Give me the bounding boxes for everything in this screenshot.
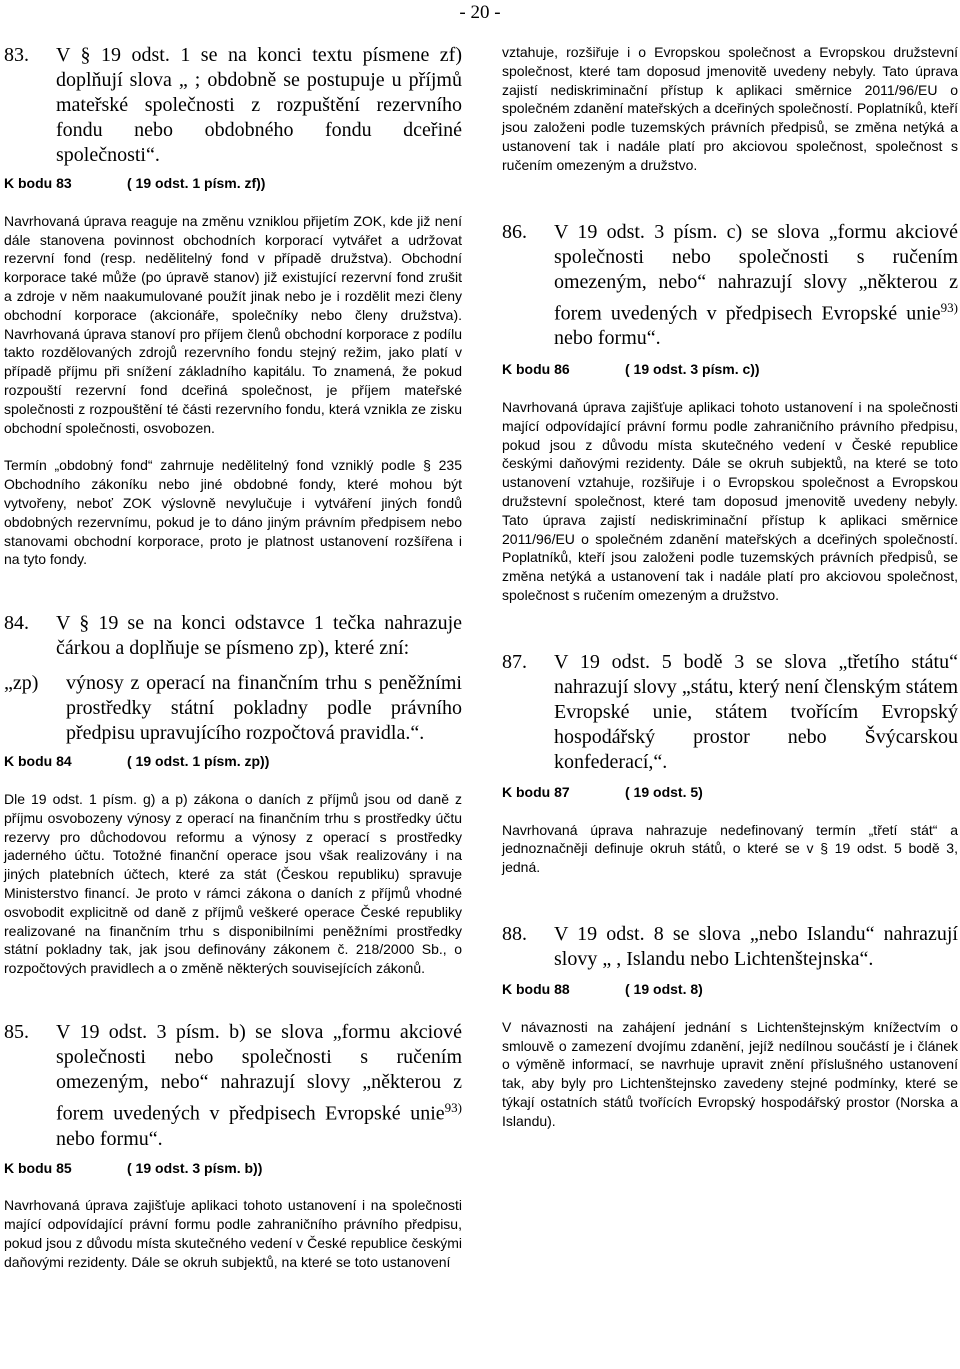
explanation-paragraph: Navrhovaná úprava reaguje na změnu vzniklou přijetím ZOK, kde již není dále stanovena povinnost obchodních korporací vytvářet a udržovat rezervní fond (resp. nedělitelný fond v případě družstva). Obchodní korporace také může (po úpravě stanov) již existující rezervní fond zrušit a zdroje v něm naakumulované použít jinak nebo je i rozdělit mezi členy obchodní korporace (akcionáře, společníky nebo členy družstva). Navrhovaná úprava stanoví pro příjem členů obchodní korporace z podílu takto rozdělovaných zdrojů rezervního fondu stejný režim, jako platí v případě příjmu při snížení základního kapitálu. To znamená, že pokud rozpouští rezervní fond dceřiná společnost, je příjem mateřské společnosti z rozpouštění té části rezervního fondu, která vznikla ze zisku obchodní společnosti, osvobozen. (4, 212, 462, 436)
amendment-number: 84. (4, 612, 29, 635)
amendment-text (56, 1020, 462, 1152)
letter-label: „zp) (4, 672, 39, 695)
amendment-text-main: V 19 odst. 3 písm. c) se slova „formu akciové společnosti nebo společnosti s ručením omezeným, nebo“ nahrazují slovy „některou z forem uvedených v předpisech Evropské unie (554, 220, 958, 325)
amendment-text: V § 19 se na konci odstavce 1 tečka nahrazuje čárkou a doplňuje se písmeno zp), které zní: (56, 612, 462, 660)
explanation-paragraph: Navrhovaná úprava nahrazuje nedefinovaný termín „třetí stát“ a jednoznačněji definuje okruh států, o které se v § 19 odst. 5 bodě 3, jedná. (502, 821, 958, 876)
amendment-text (554, 220, 958, 352)
explanation-paragraph: Dle 19 odst. 1 písm. g) a p) zákona o daních z příjmů jsou od daně z příjmu osvobozeny výnosy z operací na finančním trhu s prostředky účtu rezervy pro důchodovou reformu a výnosy z operací s prostředky jaderného účtu. Totožné finanční operace jsou však realizovány i na jiných platebních účtech, které za stát (Českou republiku) spravuje Ministerstvo financí. Je proto v rámci zákona o daních z příjmů vhodné osvobodit explicitně od daně z příjmů veškeré operace České republiky realizované na finančním trhu s disponibilními peněžními prostředky státní pokladny tak, jak jsou definovány zákonem č. 218/2000 Sb., o rozpočtových pravidlech a o změně některých souvisejících zákonů. (4, 790, 462, 977)
amendment-number: 85. (4, 1020, 29, 1043)
amendment-84 (4, 611, 462, 661)
k-bodu-ref: ( 19 odst. 8) (625, 980, 703, 997)
k-bodu-87-heading (502, 783, 958, 802)
amendment-86 (502, 220, 958, 352)
amendment-text: V § 19 odst. 1 se na konci textu písmene zf) doplňují slova „ ; obdobně se postupuje u příjmů mateřské společnosti z rozpuštění rezervního fondu nebo obdobného fondu dceřiné společnosti“. (56, 44, 462, 166)
k-bodu-ref: ( 19 odst. 1 písm. zf)) (127, 175, 266, 191)
amendment-text-main: V 19 odst. 3 písm. b) se slova „formu akciové společnosti nebo společnosti s ručením omezeným, nebo“ nahrazují slovy „některou z forem uvedených v předpisech Evropské unie (56, 1020, 462, 1125)
k-bodu-label: K bodu 87 (502, 783, 570, 800)
k-bodu-label: K bodu 83 (4, 175, 72, 191)
amendment-83 (4, 43, 462, 168)
k-bodu-ref: ( 19 odst. 1 písm. zp)) (127, 753, 270, 770)
amendment-text: V 19 odst. 5 bodě 3 se slova „třetího státu“ nahrazují slovy „státu, který není členským státem Evropské unie, státem tvořícím Evropský hospodářský prostor nebo Švýcarskou konfederací,“. (554, 650, 958, 773)
k-bodu-83-heading (4, 174, 462, 193)
footnote-ref: 93) (444, 1099, 462, 1115)
k-bodu-label: K bodu 88 (502, 980, 570, 997)
amendment-88 (502, 922, 958, 972)
explanation-paragraph: Termín „obdobný fond“ zahrnuje nedělitelný fond vzniklý podle § 235 Obchodního zákoníku nebo jiné obdobné fondy, které mohou být vytvořeny, neboť ZOK výslovně nevylučuje i vytváření jiných fondů obdobných rezervnímu, pokud je to dáno jiným právním předpisem nebo stanovami obchodní korporace, proto je platnost ustanovení rozšířena i na tyto fondy. (4, 457, 462, 568)
k-bodu-label: K bodu 84 (4, 753, 72, 770)
k-bodu-ref: ( 19 odst. 3 písm. b)) (127, 1159, 263, 1176)
amendment-number: 88. (502, 922, 527, 945)
inserted-letter-zp (4, 671, 462, 746)
k-bodu-88-heading (502, 980, 958, 999)
k-bodu-ref: ( 19 odst. 3 písm. c)) (625, 361, 760, 378)
amendment-number: 86. (502, 220, 527, 243)
amendment-text: V 19 odst. 8 se slova „nebo Islandu“ nahrazují slovy „ , Islandu nebo Lichtenštejnska“. (554, 922, 958, 970)
k-bodu-label: K bodu 85 (4, 1159, 72, 1176)
amendment-text-end: nebo formu“. (56, 1127, 163, 1150)
k-bodu-86-heading (502, 360, 958, 379)
k-bodu-label: K bodu 86 (502, 361, 570, 378)
amendment-87 (502, 650, 958, 775)
right-column (502, 43, 958, 1131)
k-bodu-ref: ( 19 odst. 5) (625, 783, 703, 800)
explanation-paragraph: Navrhovaná úprava zajišťuje aplikaci tohoto ustanovení i na společnosti mající odpovídající právní formu podle zahraničního právního předpisu, pokud jsou z důvodu místa skutečného vedení v České republice českými daňovými rezidenty. Dále se okruh subjektů, na které se toto ustanovení vztahuje, rozšiřuje i o Evropskou společnost a Evropskou družstevní společnost, které tam doposud jmenovitě uvedeny nebyly. Tato úprava zajistí nediskriminační přístup k aplikaci směrnice 2011/96/EU o společném zdanění mateřských a dceřiných společností. Poplatníků, kteří jsou založeni podle tuzemských právních předpisů, se změna netýká a ustanovení tak i nadále platí pro akciovou společnost, společnost s ručením omezeným a družstvo. (502, 399, 958, 603)
amendment-number: 87. (502, 650, 527, 673)
k-bodu-85-heading (4, 1159, 462, 1178)
left-column (4, 43, 462, 1272)
letter-text: výnosy z operací na finančním trhu s peněžními prostředky státní pokladny podle právního předpisu upravujícího rozpočtová pravidla.“. (66, 672, 462, 745)
explanation-paragraph: V návaznosti na zahájení jednání s Lichtenštejnským knížectvím o smlouvě o zamezení dvojímu zdanění, jejíž nedílnou součástí je i článek o výměně informací, se navrhuje upravit znění příslušného ustanovení tak, aby byly pro Lichtenštejnsko zavedeny stejné podmínky, které se týkají ostatních států tvořících Evropský hospodářský prostor (Norska a Islandu). (502, 1018, 958, 1129)
k-bodu-84-heading (4, 752, 462, 771)
amendment-number: 83. (4, 44, 29, 66)
explanation-paragraph: vztahuje, rozšiřuje i o Evropskou společnost a Evropskou družstevní společnost, které tam doposud jmenovitě uvedeny nebyly. Tato úprava zajistí nediskriminační přístup k aplikaci směrnice 2011/96/EU o společném zdanění mateřských a dceřiných společností. Poplatníků, kteří jsou založeni podle tuzemských právních předpisů, se změna netýká a ustanovení tak i nadále platí pro akciovou společnost, společnost s ručením omezeným a družstvo. (502, 44, 959, 173)
page-number: - 20 - (459, 2, 501, 23)
explanation-paragraph: Navrhovaná úprava zajišťuje aplikaci tohoto ustanovení i na společnosti mající odpovídající právní formu podle zahraničního právního předpisu, pokud jsou z důvodu místa skutečného vedení v České republice českými daňovými rezidenty. Dále se okruh subjektů, na které se toto ustanovení (4, 1197, 462, 1270)
amendment-85 (4, 1020, 462, 1152)
footnote-ref: 93) (940, 299, 958, 315)
amendment-text-end: nebo formu“. (554, 327, 661, 350)
